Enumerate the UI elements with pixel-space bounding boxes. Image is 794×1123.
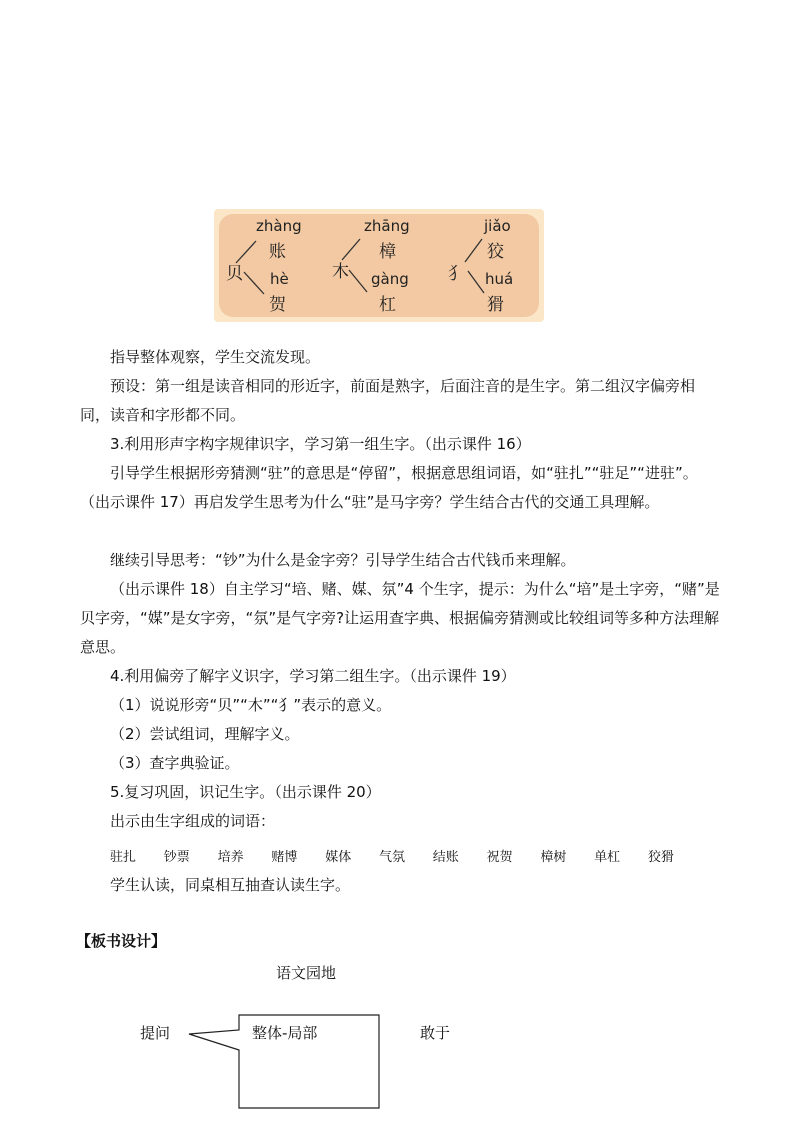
paragraph-preset: 预设：第一组是读音相同的形近字，前面是熟字，后面注音的是生字。第二组汉字偏旁相同，读音和字形都不同。 — [80, 377, 696, 424]
paragraph-zhu: 引导学生根据形旁猜测“驻”的意思是“停留”，根据意思组词语，如“驻扎”“驻足”“进驻”。（出示课件 17）再启发学生思考为什么“驻”是马字旁？学生结合古代的交通工具理解。 — [80, 464, 698, 511]
radical-mu: 木 — [332, 262, 349, 282]
pinyin-jiao: jiǎo — [484, 217, 511, 235]
pinyin-hua: huá — [485, 270, 514, 288]
word-item: 赌博 — [271, 850, 298, 865]
word-item: 钞票 — [163, 850, 190, 865]
char-gang: 杠 — [379, 295, 396, 315]
paragraph-observe: 指导整体观察，学生交流发现。 — [110, 348, 321, 366]
word-item: 狡猾 — [647, 850, 674, 865]
step-3-heading: 3.利用形声字构字规律识字，学习第一组生字。（出示课件 16） — [110, 435, 531, 453]
board-box-text: 整体-局部 — [252, 1024, 318, 1042]
paragraph-chao: 继续引导思考：“钞”为什么是金字旁？引导学生结合古代钱币来理解。 — [110, 551, 576, 569]
char-zhang-account: 账 — [269, 242, 286, 262]
step-5-heading: 5.复习巩固，识记生字。（出示课件 20） — [110, 783, 381, 801]
word-item: 祝贺 — [486, 850, 513, 865]
char-zhang-camphor: 樟 — [379, 242, 396, 262]
word-item: 媒体 — [325, 850, 352, 865]
word-item: 培养 — [217, 850, 244, 865]
word-item: 结账 — [432, 850, 459, 865]
sub-step-1: （1）说说形旁“贝”“木”“犭”表示的意义。 — [110, 696, 392, 714]
board-left-label: 提问 — [140, 1024, 171, 1042]
pinyin-he: hè — [270, 270, 289, 288]
radical-quan: 犭 — [448, 264, 465, 284]
board-title: 语文园地 — [276, 964, 337, 982]
board-design-heading: 【板书设计】 — [76, 932, 167, 950]
word-item: 樟树 — [540, 850, 567, 865]
radical-group-figure — [214, 209, 544, 322]
char-jiao: 狡 — [487, 242, 504, 262]
paragraph-self-study: （出示课件 18）自主学习“培、赌、媒、氛”4 个生字，提示：为什么“培”是土字旁，“赌”是贝字旁，“媒”是女字旁，“氛”是气字旁?让运用查字典、根据偏旁猜测或比较组词等多种方法理解意思。 — [80, 580, 720, 656]
paragraph-closing: 学生认读，同桌相互抽查认读生字。 — [110, 876, 351, 894]
word-item: 气氛 — [378, 850, 405, 865]
word-list — [110, 842, 730, 872]
char-hua: 猾 — [487, 295, 504, 315]
word-item: 单杠 — [594, 850, 621, 865]
pinyin-zhang-account: zhàng — [256, 217, 302, 235]
sub-step-2: （2）尝试组词，理解字义。 — [110, 725, 300, 743]
char-he: 贺 — [269, 295, 286, 315]
pinyin-zhang-camphor: zhāng — [364, 217, 410, 235]
pinyin-gang: gàng — [371, 270, 409, 288]
step-4-heading: 4.利用偏旁了解字义识字，学习第二组生字。（出示课件 19） — [110, 667, 516, 685]
word-item: 驻扎 — [110, 850, 137, 865]
radical-bei: 贝 — [226, 264, 243, 284]
sub-step-3: （3）查字典验证。 — [110, 754, 240, 772]
paragraph-show-words: 出示由生字组成的词语： — [110, 812, 276, 830]
board-right-label: 敢于 — [420, 1024, 451, 1042]
